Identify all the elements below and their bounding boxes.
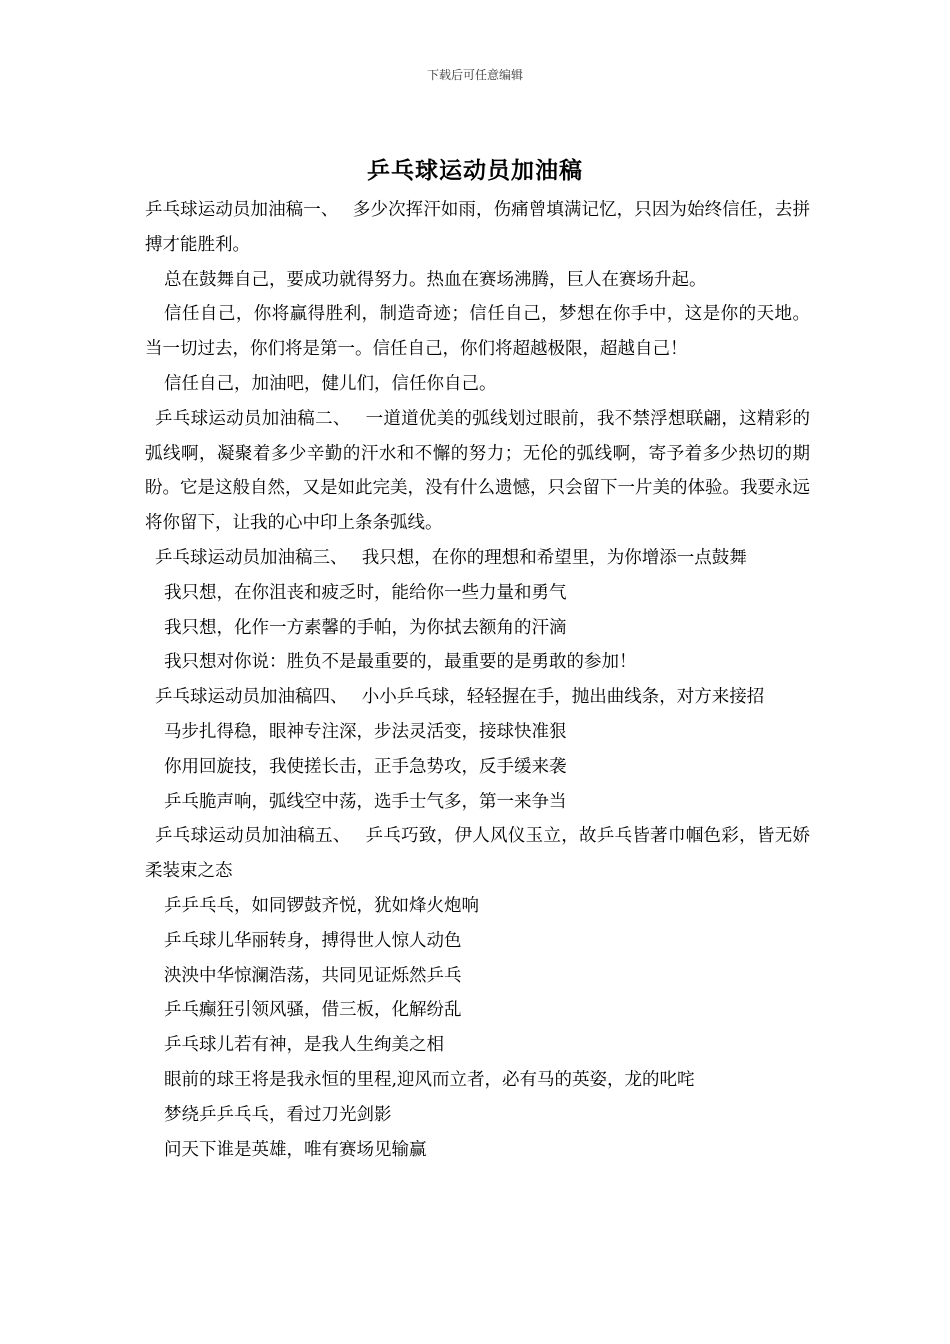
document-body (145, 193, 810, 1167)
paragraph: 总在鼓舞自己，要成功就得努力。热血在赛场沸腾，巨人在赛场升起。 (164, 269, 707, 290)
paragraph: 乒乓脆声响，弧线空中荡，选手士气多，第一来争当 (164, 791, 567, 812)
paragraph: 信任自己，你将赢得胜利，制造奇迹；信任自己，梦想在你手中，这是你的天地。当一切过去，你们将是第一。信任自己，你们将超越极限，超越自己！ (145, 304, 810, 360)
document-title: 乒乓球运动员加油稿 (367, 157, 583, 184)
paragraph: 我只想对你说：胜负不是最重要的，最重要的是勇敢的参加！ (164, 652, 637, 673)
paragraph: 眼前的球王将是我永恒的里程,迎风而立者，必有马的英姿，龙的叱咤 (164, 1069, 695, 1090)
paragraph: 问天下谁是英雄，唯有赛场见输赢 (164, 1139, 427, 1160)
paragraph: 我只想，化作一方素馨的手帕，为你拭去额角的汗滴 (164, 617, 567, 638)
header-note: 下载后可任意编辑 (426, 68, 523, 82)
paragraph: 乒乓球儿若有神，是我人生绚美之相 (164, 1035, 444, 1056)
paragraph: 梦绕乒乒乓乓，看过刀光剑影 (164, 1104, 392, 1125)
paragraph: 我只想，在你沮丧和疲乏时，能给你一些力量和勇气 (164, 582, 567, 603)
paragraph-heading: 乒乓球运动员加油稿四、 小小乒乓球，轻轻握在手，抛出曲线条，对方来接招 (155, 687, 765, 708)
paragraph: 泱泱中华惊澜浩荡，共同见证烁然乒乓 (164, 965, 462, 986)
paragraph: 乒乓癫狂引领风骚，借三板，化解纷乱 (164, 1000, 462, 1021)
paragraph: 乒乒乓乓，如同锣鼓齐悦，犹如烽火炮响 (164, 895, 479, 916)
paragraph-heading: 乒乓球运动员加油稿一、 多少次挥汗如雨，伤痛曾填满记忆，只因为始终信任，去拼搏才能胜利。 (145, 200, 810, 255)
paragraph: 马步扎得稳，眼神专注深，步法灵活变，接球快准狠 (164, 721, 567, 742)
paragraph: 信任自己，加油吧，健儿们，信任你自己。 (164, 373, 497, 394)
paragraph: 乒乓球儿华丽转身，搏得世人惊人动色 (164, 930, 462, 951)
paragraph-heading: 乒乓球运动员加油稿三、 我只想，在你的理想和希望里，为你增添一点鼓舞 (155, 547, 747, 568)
paragraph-heading: 乒乓球运动员加油稿五、 乒乓巧致，伊人风仪玉立，故乒乓皆著巾帼色彩，皆无娇柔装束之态 (145, 826, 810, 882)
paragraph-heading: 乒乓球运动员加油稿二、 一道道优美的弧线划过眼前，我不禁浮想联翩，这精彩的弧线啊，凝聚着多少辛勤的汗水和不懈的努力；无伦的弧线啊，寄予着多少热切的期盼。它是这般自然，又是如此完美，没有什么遗憾，只会留下一片美的体验。我要永远将你留下，让我的心中印上条条弧线。 (145, 408, 810, 534)
paragraph: 你用回旋技，我使搓长击，正手急势攻，反手缓来袭 (164, 756, 567, 777)
